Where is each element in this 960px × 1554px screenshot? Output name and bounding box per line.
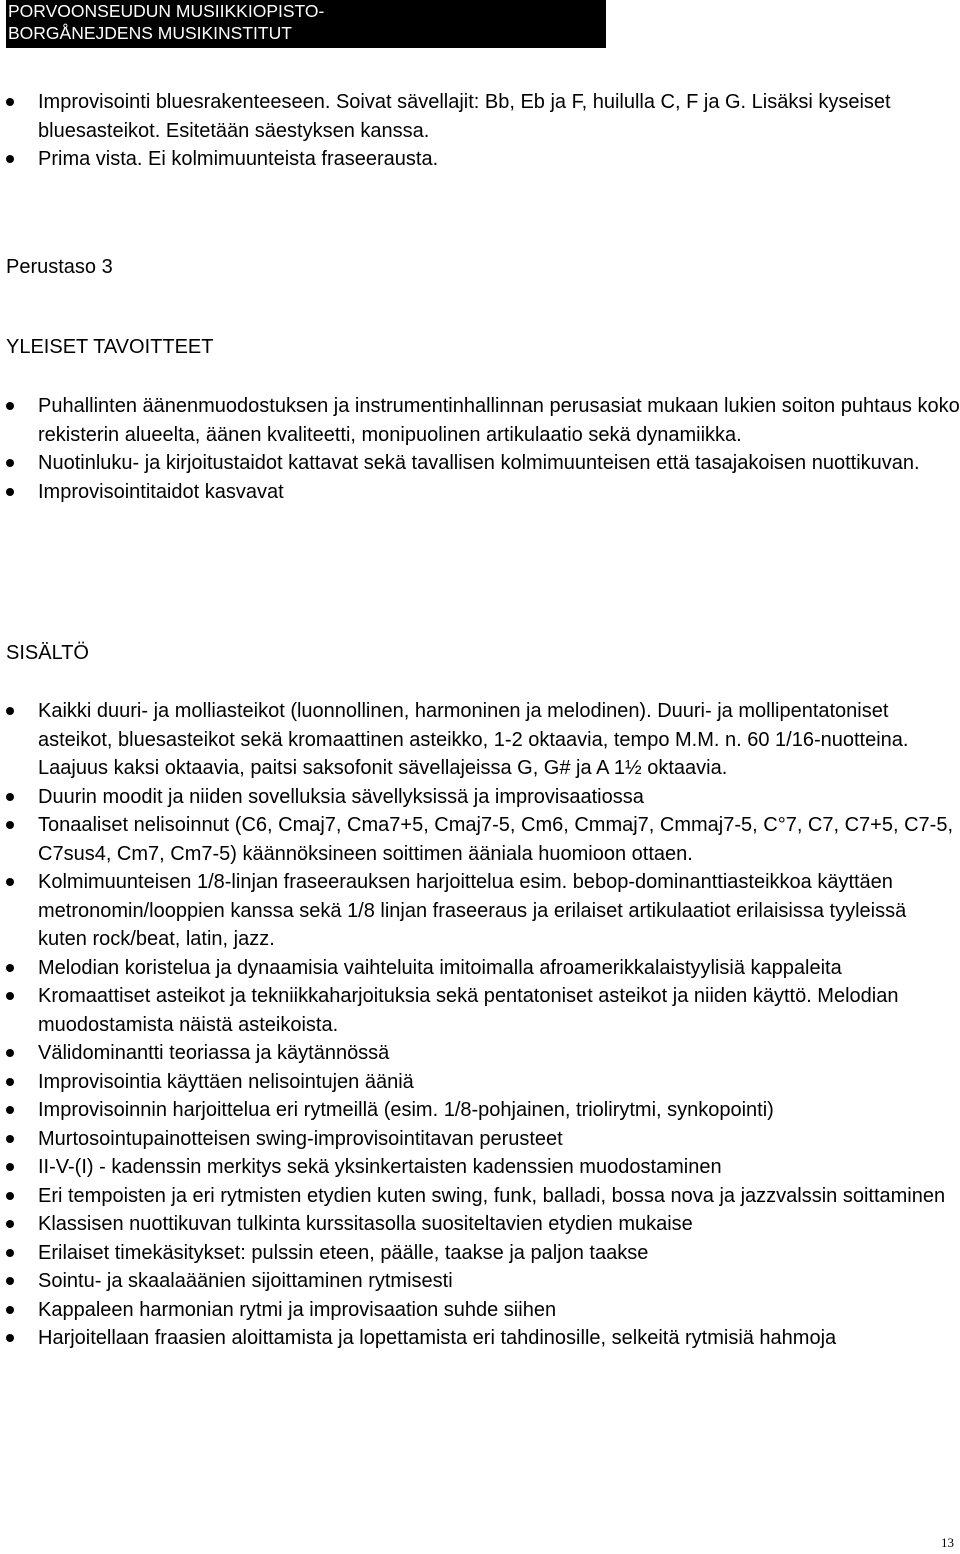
list-item: II-V-(I) - kadenssin merkitys sekä yksinkertaisten kadenssien muodostaminen xyxy=(0,1153,960,1182)
institution-name-line2: BORGÅNEJDENS MUSIKINSTITUT xyxy=(8,23,292,43)
list-item: Puhallinten äänenmuodostuksen ja instrumentinhallinnan perusasiat mukaan lukien soiton puhtaus koko rekisterin alueelta, äänen kvaliteetti, monipuolinen artikulaatio sekä dynamiikka. xyxy=(0,392,960,449)
list-item: Välidominantti teoriassa ja käytännössä xyxy=(0,1039,960,1068)
list-item: Eri tempoisten ja eri rytmisten etydien kuten swing, funk, balladi, bossa nova ja jazzvalssin soittaminen xyxy=(0,1182,960,1211)
list-item: Prima vista. Ei kolmimuunteista fraseerausta. xyxy=(0,145,960,174)
goals-bullet-list xyxy=(0,392,960,506)
list-item: Sointu- ja skaalaäänien sijoittaminen rytmisesti xyxy=(0,1267,960,1296)
list-item: Duurin moodit ja niiden sovelluksia sävellyksissä ja improvisaatiossa xyxy=(0,783,960,812)
institution-header xyxy=(6,0,606,48)
list-item: Kaikki duuri- ja molliasteikot (luonnollinen, harmoninen ja melodinen). Duuri- ja mollipentatoniset asteikot, bluesasteikot sekä kromaattinen asteikko, 1-2 oktaavia, tempo M.M. n. 60 1/16-nuotteina. Laajuus kaksi oktaavia, paitsi saksofonit sävellajeissa G, G# ja A 1½ oktaavia. xyxy=(0,697,960,783)
list-item: Improvisointia käyttäen nelisointujen ääniä xyxy=(0,1068,960,1097)
list-item: Harjoitellaan fraasien aloittamista ja lopettamista eri tahdinosille, selkeitä rytmisiä hahmoja xyxy=(0,1324,960,1353)
list-item: Murtosointupainotteisen swing-improvisointitavan perusteet xyxy=(0,1125,960,1154)
content-bullet-list xyxy=(0,697,960,1353)
list-item: Improvisointi bluesrakenteeseen. Soivat sävellajit: Bb, Eb ja F, huilulla C, F ja G. Lisäksi kyseiset bluesasteikot. Esitetään säestyksen kanssa. xyxy=(0,88,960,145)
list-item: Erilaiset timekäsitykset: pulssin eteen, päälle, taakse ja paljon taakse xyxy=(0,1239,960,1268)
goals-heading: YLEISET TAVOITTEET xyxy=(6,336,214,358)
content-heading: SISÄLTÖ xyxy=(6,642,89,664)
top-bullet-list xyxy=(0,88,960,174)
page-number: 13 xyxy=(941,1535,954,1550)
list-item: Klassisen nuottikuvan tulkinta kurssitasolla suositeltavien etydien mukaise xyxy=(0,1210,960,1239)
institution-name-line1: PORVOONSEUDUN MUSIIKKIOPISTO- xyxy=(8,1,325,21)
list-item: Kolmimuunteisen 1/8-linjan fraseerauksen harjoittelua esim. bebop-dominanttiasteikkoa käyttäen metronomin/looppien kanssa sekä 1/8 linjan fraseeraus ja erilaiset artikulaatiot erilaisissa tyyleissä kuten rock/beat, latin, jazz. xyxy=(0,868,960,954)
list-item: Improvisoinnin harjoittelua eri rytmeillä (esim. 1/8-pohjainen, triolirytmi, synkopointi) xyxy=(0,1096,960,1125)
list-item: Improvisointitaidot kasvavat xyxy=(0,478,960,507)
list-item: Nuotinluku- ja kirjoitustaidot kattavat sekä tavallisen kolmimuunteisen että tasajakoisen nuottikuvan. xyxy=(0,449,960,478)
level-title: Perustaso 3 xyxy=(6,256,113,278)
list-item: Kromaattiset asteikot ja tekniikkaharjoituksia sekä pentatoniset asteikot ja niiden käyttö. Melodian muodostamista näistä asteikoista. xyxy=(0,982,960,1039)
list-item: Tonaaliset nelisoinnut (C6, Cmaj7, Cma7+5, Cmaj7-5, Cm6, Cmmaj7, Cmmaj7-5, C°7, C7, C7+5, C7-5, C7sus4, Cm7, Cm7-5) käännöksineen soittimen ääniala huomioon ottaen. xyxy=(0,811,960,868)
list-item: Melodian koristelua ja dynaamisia vaihteluita imitoimalla afroamerikkalaistyylisiä kappaleita xyxy=(0,954,960,983)
list-item: Kappaleen harmonian rytmi ja improvisaation suhde siihen xyxy=(0,1296,960,1325)
